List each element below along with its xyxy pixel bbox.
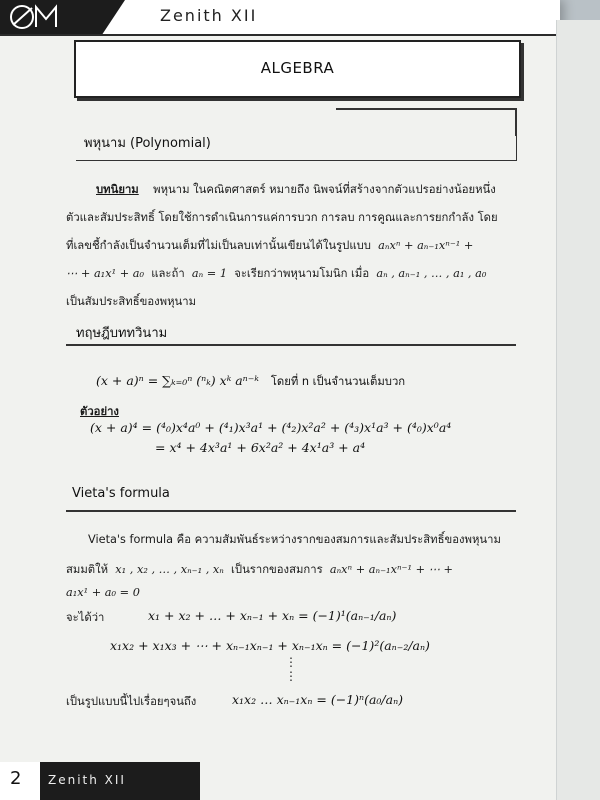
definition-line-1 [96,180,496,198]
vieta-eq-2 [110,638,430,653]
section-frame-top [336,108,516,110]
vieta-then-label: จะได้ว่า [66,611,105,624]
polynomial-section-frame [76,134,517,161]
definition-line-3 [66,236,473,254]
header-rule [0,34,560,36]
vieta-sum-of-roots: x₁ + x₂ + … + xₙ₋₁ + xₙ = (−1)¹(aₙ₋₁/aₙ) [148,608,397,623]
definition-text-5: จะเรียกว่าพหุนามโมนิก เมื่อ [234,267,370,280]
definition-text-1: พหุนาม ในคณิตศาสตร์ หมายถึง นิพจน์ที่สร้างจากตัวแปรอย่างน้อยหนึ่ง [153,183,496,196]
footer-page-box [0,762,40,800]
vieta-polynomial-tail: a₁x¹ + a₀ = 0 [66,586,140,599]
vieta-product-of-roots: x₁x₂ … xₙ₋₁xₙ = (−1)ⁿ(a₀/aₙ) [232,692,404,707]
vieta-assume: สมมติให้ [66,563,109,576]
example-label-text: ตัวอย่าง [80,405,119,418]
page-title: ALGEBRA [260,59,335,77]
example-label [80,402,119,420]
definition-text-6: เป็นสัมประสิทธิ์ของพหุนาม [66,295,197,308]
vieta-line-2 [66,560,453,578]
binomial-heading: ทฤษฎีบททวินาม [76,326,168,341]
vieta-heading: Vieta's formula [72,486,170,501]
binomial-formula-line [96,372,405,390]
vieta-underline [66,510,516,512]
vieta-vdots-2: ⋮ [285,669,297,683]
definition-label: บทนิยาม [96,183,139,196]
logo-icon [8,3,98,31]
example-line-1 [90,420,451,435]
vieta-roots: x₁ , x₂ , … , xₙ₋₁ , xₙ [115,563,224,576]
example-line-2 [155,440,365,455]
vieta-polynomial: aₙxⁿ + aₙ₋₁xⁿ⁻¹ + ⋯ + [329,563,454,576]
monic-condition: aₙ = 1 [191,267,228,280]
binomial-underline [66,344,516,346]
page-number: 2 [10,768,22,789]
binomial-formula: (x + a)ⁿ = ∑ₖ₌₀ⁿ (ⁿₖ) xᵏ aⁿ⁻ᵏ [96,373,259,388]
definition-text-4: และถ้า [151,267,185,280]
general-polynomial: aₙxⁿ + aₙ₋₁xⁿ⁻¹ + [378,239,474,252]
example-simplified: = x⁴ + 4x³a¹ + 6x²a² + 4x¹a³ + a⁴ [155,440,366,455]
footer-brand: Zenith XII [48,773,126,787]
binomial-note: โดยที่ n เป็นจำนวนเต็มบวก [270,375,406,388]
next-page-edge [556,20,600,800]
vieta-roots-of: เป็นรากของสมการ [231,563,323,576]
vieta-pattern-label: เป็นรูปแบบนี้ไปเรื่อยๆจนถึง [66,695,197,708]
vieta-eq-1 [148,608,396,623]
vieta-pair-products: x₁x₂ + x₁x₃ + ⋯ + xₙ₋₁xₙ₋₁ + xₙ₋₁xₙ = (−1)²(aₙ₋₂/aₙ) [110,638,430,653]
vieta-line-3 [66,586,140,599]
definition-line-4 [66,264,486,282]
vieta-line-1: Vieta's formula คือ ความสัมพันธ์ระหว่างรากของสมการและสัมประสิทธิ์ของพหุนาม [88,533,501,546]
definition-text-3: ที่เลขชี้กำลังเป็นจำนวนเต็มที่ไม่เป็นลบเท่านั้นเขียนได้ในรูปแบบ [66,239,371,252]
definition-text-2: ตัวและสัมประสิทธิ์ โดยใช้การดำเนินการแค่การบวก การลบ การคูณและการยกกำลัง โดย [66,211,498,224]
example-expansion: (x + a)⁴ = (⁴₀)x⁴a⁰ + (⁴₁)x³a¹ + (⁴₂)x²a² + (⁴₃)x¹a³ + (⁴₀)x⁰a⁴ [90,420,452,435]
general-polynomial-tail: ⋯ + a₁x¹ + a₀ [66,267,145,280]
title-box [74,40,521,98]
section-frame-right [515,108,517,136]
header-brand: Zenith XII [160,6,258,25]
vieta-vdots-1: ⋮ [285,655,297,669]
vieta-eq-last [232,692,403,707]
polynomial-heading: พหุนาม (Polynomial) [84,136,211,151]
coefficient-list: aₙ , aₙ₋₁ , … , a₁ , a₀ [376,267,487,280]
